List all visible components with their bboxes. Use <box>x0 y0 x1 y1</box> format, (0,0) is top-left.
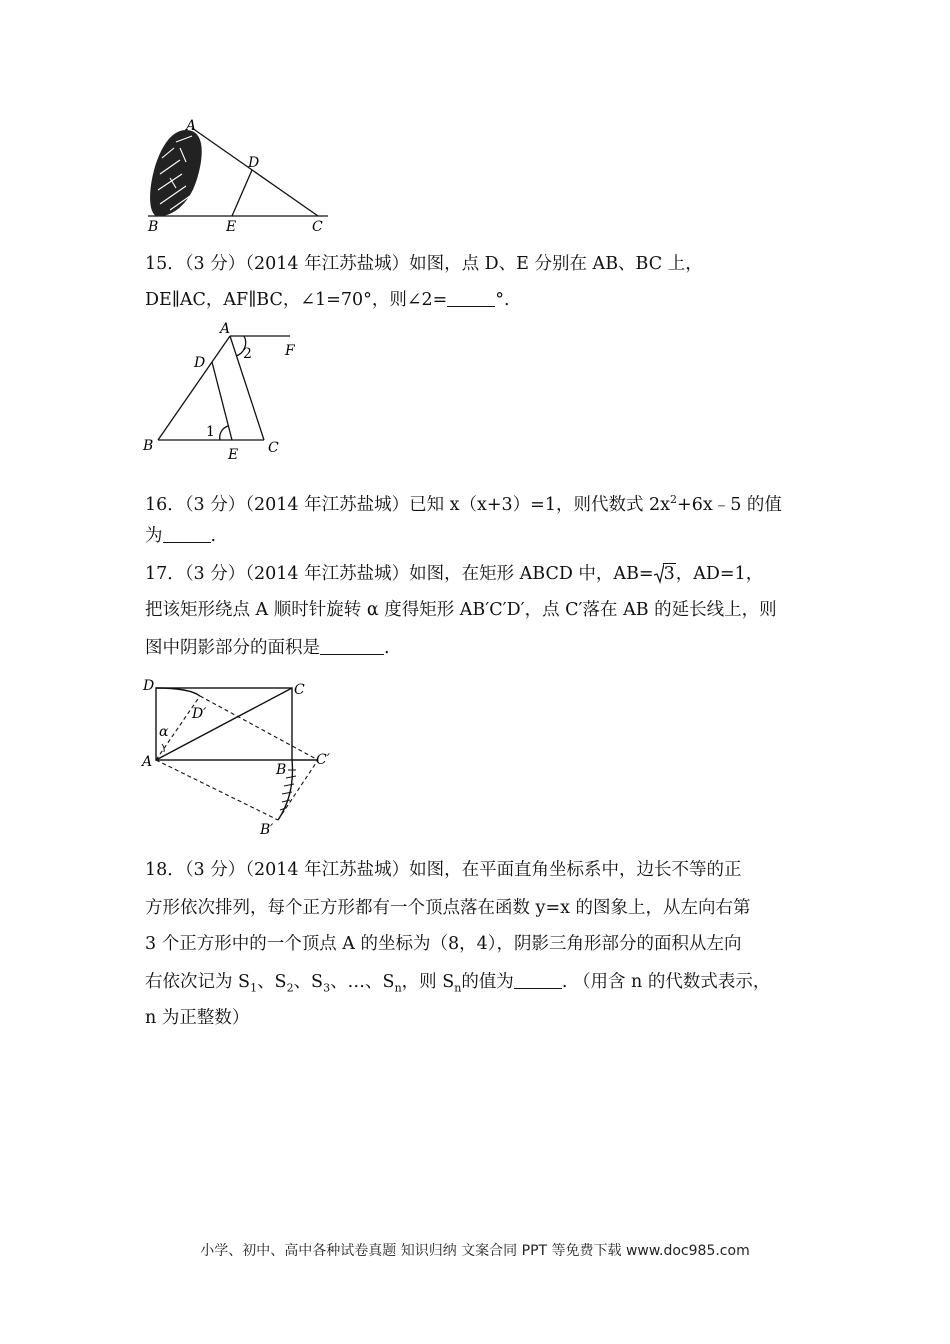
subscript: n <box>454 981 462 995</box>
point-d-label: D <box>194 355 206 371</box>
q18-text: 18．（3 分）（2014 年江苏盐城）如图，在平面直角坐标系中，边长不等的正 <box>145 860 742 880</box>
answer-blank <box>320 637 384 655</box>
q17-text: 17．（3 分）（2014 年江苏盐城）如图，在矩形 ABCD 中，AB= <box>145 564 654 584</box>
separator: 、…、S <box>330 972 395 992</box>
point-c-prime-label: C′ <box>316 752 330 768</box>
q18-line3-text: 3 个正方形中的一个顶点 A 的坐标为（8，4），阴影三角形部分的面积从左向 <box>145 934 742 954</box>
page-footer: 小学、初中、高中各种试卷真题 知识归纳 文案合同 PPT 等免费下载 www.doc985.com <box>200 1243 750 1259</box>
q15-text: 15．（3 分）（2014 年江苏盐城）如图，点 D、E 分别在 AB、BC 上， <box>145 254 703 274</box>
subscript: 2 <box>286 981 294 995</box>
q18-line2-text: 方形依次排列，每个正方形都有一个顶点落在函数 y=x 的图象上，从左向右第 <box>145 898 751 918</box>
q18-line4-suffix: . （用含 n 的代数式表示， <box>561 972 771 992</box>
point-b-prime-label: B′ <box>260 822 274 838</box>
q17-line2-text: 把该矩形绕点 A 顺时针旋转 α 度得矩形 AB′C′D′，点 C′落在 AB 的延长线上，则 <box>145 600 777 620</box>
q16-text: 16．（3 分）（2014 年江苏盐城）已知 x（x+3）=1，则代数式 2x <box>145 494 671 515</box>
q18-mid-text: ，则 S <box>401 972 455 992</box>
q18-line2 <box>145 896 751 920</box>
figure-q15 <box>140 320 310 465</box>
point-b-label: B <box>143 438 154 454</box>
shaded-region <box>150 130 202 216</box>
q18-line1 <box>145 858 742 882</box>
point-e-label: E <box>228 447 239 463</box>
q16-line2-text: 为 <box>145 526 163 546</box>
figure-q14 <box>140 118 340 238</box>
q18-line4-text: 右依次记为 S <box>145 972 251 992</box>
answer-blank <box>514 971 562 989</box>
q16-line2-suffix: . <box>210 526 217 546</box>
angle-2-label: 2 <box>243 346 252 362</box>
q16-text-cont: +6x﹣5 的值 <box>677 494 782 515</box>
subscript: 3 <box>323 981 331 995</box>
q16-line2 <box>145 524 216 548</box>
separator: 、S <box>293 972 324 992</box>
point-b-label: B <box>276 762 287 778</box>
q17-line3-suffix: . <box>384 638 390 658</box>
q17-line3-text: 图中阴影部分的面积是 <box>145 638 320 658</box>
sqrt-expression <box>654 562 676 586</box>
q15-line2-text: DE∥AC，AF∥BC，∠1=70°，则∠2= <box>145 290 448 310</box>
point-e-label: E <box>226 219 237 235</box>
point-d-label: D <box>248 155 260 171</box>
q15-line2-suffix: °. <box>495 290 510 310</box>
q17-line3 <box>145 636 390 660</box>
point-d-prime-label: D′ <box>192 706 207 722</box>
q16-line1 <box>145 488 782 517</box>
point-a-label: A <box>220 321 231 337</box>
angle-alpha-label: α <box>159 724 169 740</box>
q15-line1 <box>145 252 703 276</box>
q17-line1 <box>145 562 763 586</box>
exponent: 2 <box>670 493 678 506</box>
point-b-label: B <box>148 219 159 235</box>
angle-1-label: 1 <box>206 424 215 440</box>
point-a-label: A <box>186 118 197 134</box>
point-c-label: C <box>294 682 305 698</box>
point-f-label: F <box>285 343 295 359</box>
q18-value-text: 的值为 <box>461 972 514 992</box>
point-a-label: A <box>142 754 153 770</box>
q15-line2 <box>145 288 510 312</box>
point-c-label: C <box>268 440 279 456</box>
q18-line3 <box>145 932 741 956</box>
q18-line5 <box>145 1006 249 1030</box>
point-d-label: D <box>143 678 155 694</box>
q18-line5-text: n 为正整数） <box>145 1008 250 1028</box>
subscript: 1 <box>250 981 258 995</box>
figure-q17 <box>140 674 340 844</box>
q17-line2 <box>145 598 777 622</box>
q18-line4 <box>145 970 770 1001</box>
subscript: n <box>394 981 402 995</box>
q17-text-cont: ，AD=1， <box>675 564 764 584</box>
point-c-label: C <box>312 219 323 235</box>
answer-blank <box>163 525 211 543</box>
radicand: 3 <box>663 564 675 584</box>
separator: 、S <box>257 972 287 992</box>
answer-blank <box>447 289 495 307</box>
